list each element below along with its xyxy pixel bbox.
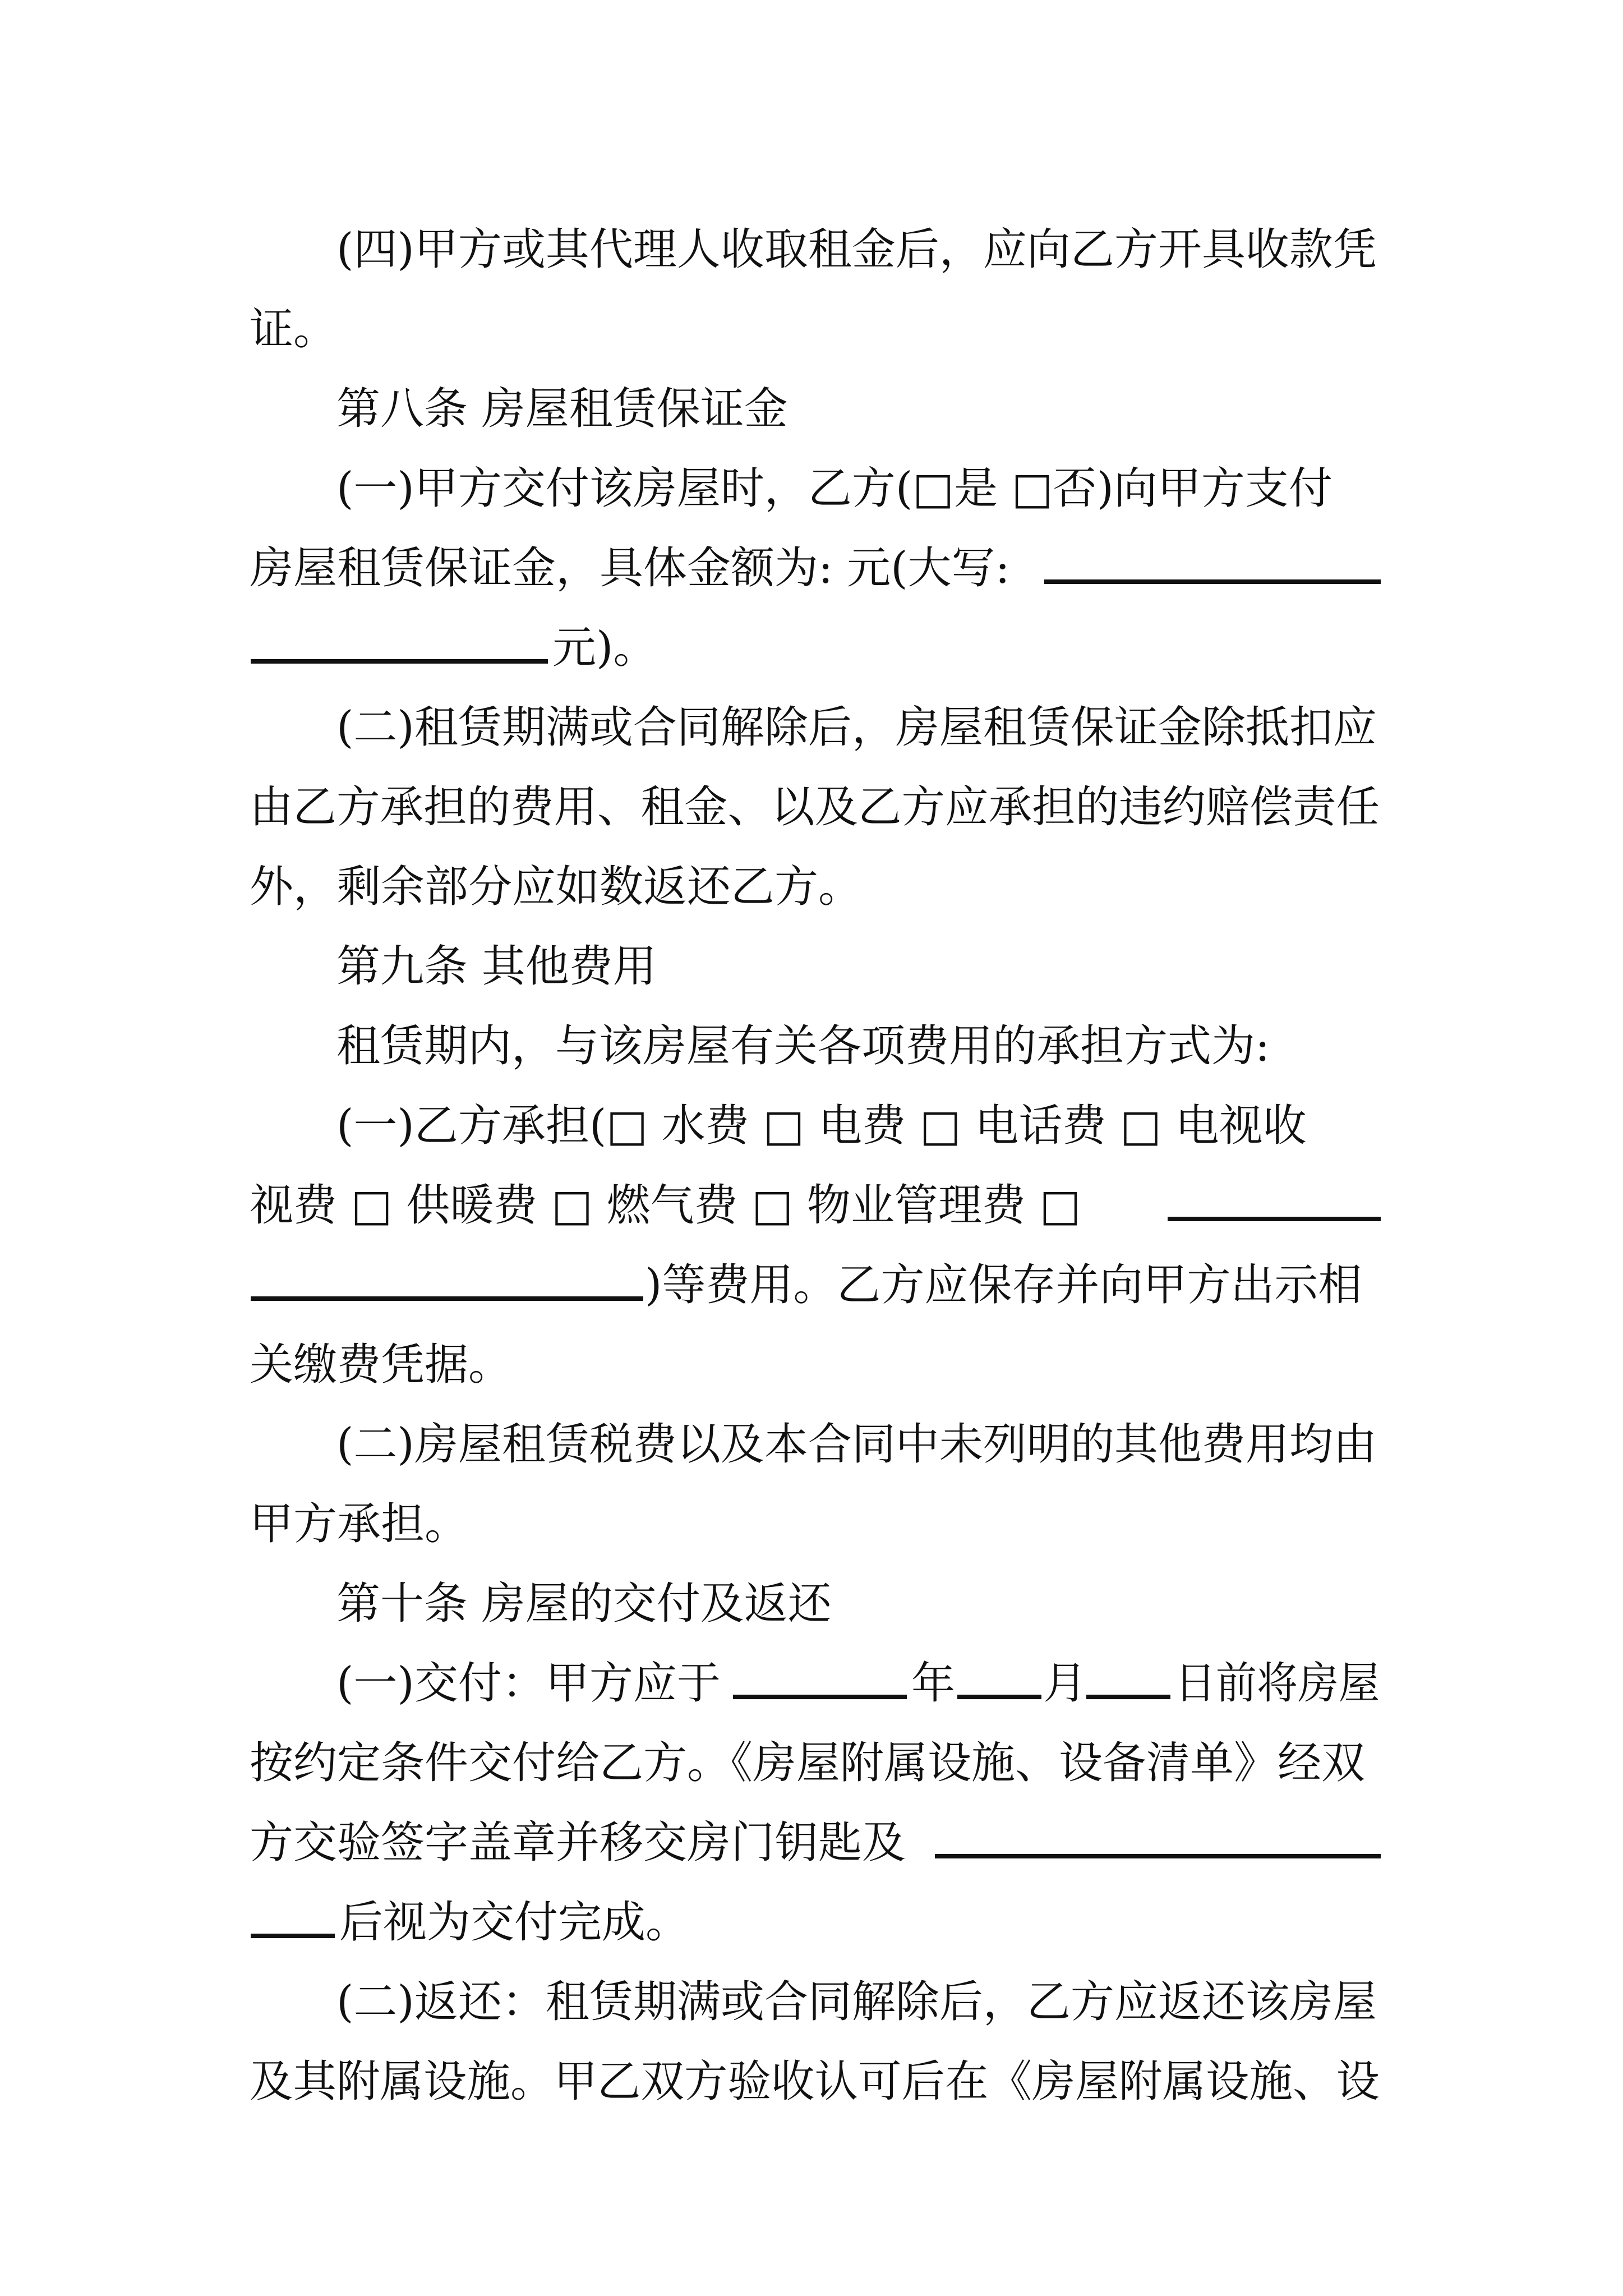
- section-heading: [0, 1576, 1623, 1654]
- text-run: (二)房屋租赁税费以及本合同中未列明的其他费用均由: [336, 1419, 1377, 1470]
- text-run: 第八条 房屋租赁保证金: [336, 384, 788, 434]
- text-run: 及其附属设施。甲乙双方验收认可后在《房屋附属设施、设: [250, 2056, 1380, 2107]
- text-run: (二)返还：租赁期满或合同解除后，乙方应返还该房屋: [336, 1977, 1377, 2027]
- paragraph-line: [0, 1177, 1623, 1256]
- text-run: 甲方承担。: [250, 1499, 469, 1549]
- paragraph-line: [0, 1815, 1623, 1893]
- text-run: (一)甲方交付该房屋时，乙方(□是 □否)向甲方支付: [336, 463, 1332, 514]
- fill-in-blank[interactable]: [956, 1655, 1043, 1713]
- paragraph-line: [0, 859, 1623, 937]
- text-run: 方交验签字盖章并移交房门钥匙及: [250, 1818, 906, 1868]
- paragraph-line: [0, 1894, 1623, 1973]
- text-run: 按约定条件交付给乙方。《房屋附属设施、设备清单》经双: [250, 1738, 1366, 1788]
- text-run: 第十条 房屋的交付及返还: [336, 1579, 832, 1629]
- text-run: 房屋租赁保证金，具体金额为: 元(大写:: [250, 543, 1010, 593]
- fill-in-blank[interactable]: [250, 1894, 336, 1952]
- fill-in-blank[interactable]: [1166, 1177, 1382, 1235]
- paragraph-line: [0, 1655, 1623, 1734]
- paragraph-line: [0, 779, 1623, 858]
- text-run: (四)甲方或其代理人收取租金后，应向乙方开具收款凭: [336, 224, 1377, 275]
- text-run: 月: [1043, 1658, 1087, 1709]
- paragraph-line: [0, 1018, 1623, 1097]
- paragraph-line: [0, 700, 1623, 778]
- section-heading: [0, 381, 1623, 459]
- paragraph-line: [0, 1416, 1623, 1495]
- text-run: )等费用。乙方应保存并向甲方出示相: [645, 1260, 1362, 1310]
- fill-in-blank[interactable]: [1043, 540, 1382, 597]
- text-run: 日前将房屋: [1175, 1658, 1380, 1709]
- paragraph-line: [0, 2054, 1623, 2132]
- text-run: 租赁期内，与该房屋有关各项费用的承担方式为:: [336, 1021, 1270, 1071]
- paragraph-line: [0, 1337, 1623, 1415]
- text-run: 年: [911, 1658, 956, 1709]
- paragraph-line: [0, 1098, 1623, 1176]
- paragraph-line: [0, 540, 1623, 619]
- text-run: 由乙方承担的费用、租金、以及乙方应承担的违约赔偿责任: [250, 782, 1380, 832]
- text-run: (一)乙方承担(□ 水费 □ 电费 □ 电话费 □ 电视收: [336, 1101, 1307, 1151]
- fill-in-blank[interactable]: [250, 620, 549, 677]
- section-heading: [0, 938, 1623, 1017]
- paragraph-line: [0, 1735, 1623, 1814]
- text-run: 第九条 其他费用: [336, 941, 657, 992]
- text-run: (二)租赁期满或合同解除后，房屋租赁保证金除抵扣应: [336, 702, 1377, 753]
- paragraph-line: [0, 1496, 1623, 1575]
- paragraph-line: [0, 222, 1623, 300]
- paragraph-line: [0, 301, 1623, 380]
- text-run: 关缴费凭据。: [250, 1340, 513, 1390]
- fill-in-blank[interactable]: [1085, 1655, 1172, 1713]
- text-run: 后视为交付完成。: [339, 1897, 690, 1948]
- text-run: 元)。: [552, 623, 657, 673]
- paragraph-line: [0, 461, 1623, 539]
- fill-in-blank[interactable]: [250, 1257, 644, 1314]
- text-run: 证。: [250, 304, 338, 355]
- text-run: (一)交付：甲方应于: [336, 1658, 721, 1709]
- paragraph-line: [0, 620, 1623, 698]
- fill-in-blank[interactable]: [732, 1655, 908, 1713]
- text-run: 视费 □ 供暖费 □ 燃气费 □ 物业管理费 □: [250, 1180, 1081, 1231]
- fill-in-blank[interactable]: [934, 1815, 1382, 1872]
- paragraph-line: [0, 1974, 1623, 2053]
- paragraph-line: [0, 1257, 1623, 1336]
- text-run: 外，剩余部分应如数返还乙方。: [250, 862, 863, 912]
